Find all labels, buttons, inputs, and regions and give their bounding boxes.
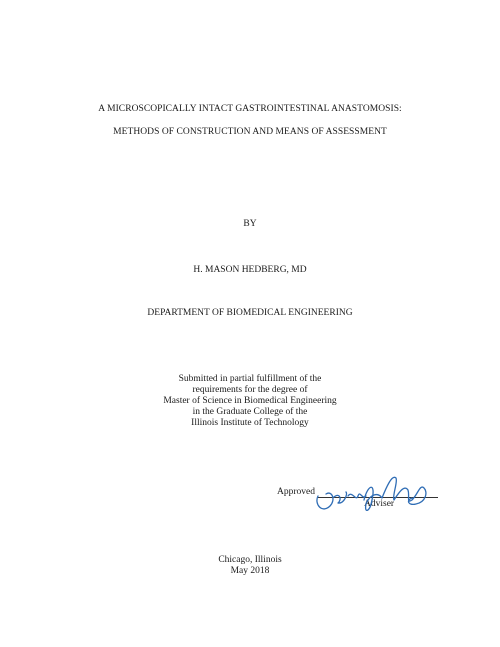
approved-label: Approved xyxy=(277,487,315,497)
date-text: May 2018 xyxy=(230,566,270,576)
submission-line-3: Master of Science in Biomedical Engineering xyxy=(163,396,337,406)
location-text: Chicago, Illinois xyxy=(218,555,282,565)
author-name: H. MASON HEDBERG, MD xyxy=(193,265,307,275)
department-name: DEPARTMENT OF BIOMEDICAL ENGINEERING xyxy=(147,308,353,318)
by-label: BY xyxy=(243,219,257,229)
location-date-block xyxy=(0,555,500,577)
submission-statement xyxy=(0,374,500,429)
adviser-label: Adviser xyxy=(364,499,395,509)
thesis-title-line-2: METHODS OF CONSTRUCTION AND MEANS OF ASSESSMENT xyxy=(113,127,387,137)
thesis-title-line-1: A MICROSCOPICALLY INTACT GASTROINTESTINAL ANASTOMOSIS: xyxy=(98,104,402,114)
submission-line-2: requirements for the degree of xyxy=(192,385,308,395)
submission-line-5: Illinois Institute of Technology xyxy=(191,418,309,428)
submission-line-4: in the Graduate College of the xyxy=(192,407,308,417)
submission-line-1: Submitted in partial fulfillment of the xyxy=(178,374,322,384)
adviser-signature-icon xyxy=(312,470,436,516)
